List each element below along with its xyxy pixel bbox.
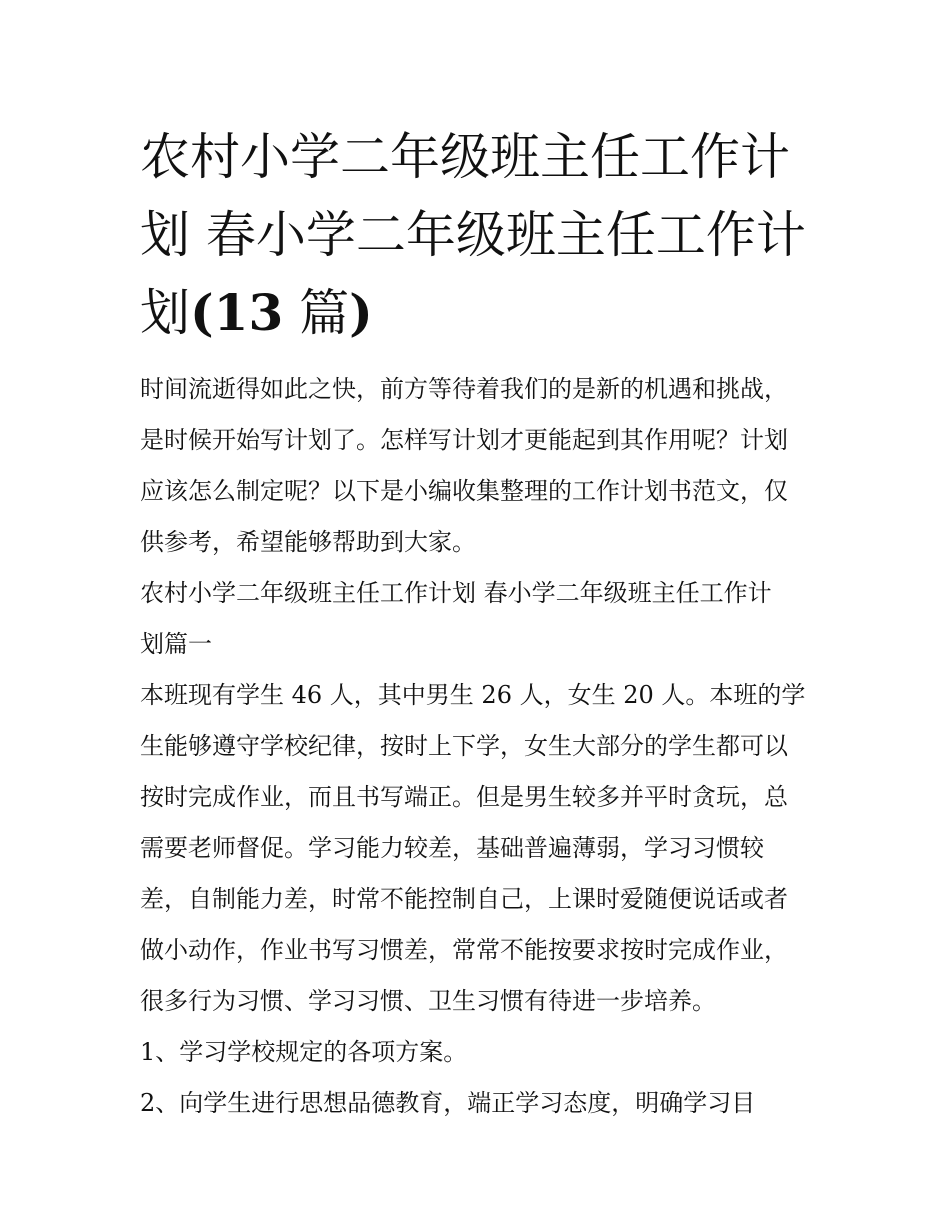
section-body-line: 生能够遵守学校纪律，按时上下学，女生大部分的学生都可以 — [140, 732, 788, 760]
section-heading-line: 农村小学二年级班主任工作计划 春小学二年级班主任工作计 — [140, 579, 772, 607]
section-body-paragraph — [140, 670, 820, 1027]
section-heading — [140, 568, 820, 670]
document-page — [140, 118, 820, 1129]
intro-line: 是时候开始写计划了。怎样写计划才更能起到其作用呢？计划 — [140, 426, 788, 454]
intro-line: 时间流逝得如此之快，前方等待着我们的是新的机遇和挑战， — [140, 375, 788, 403]
title-line-3-close: ) — [349, 283, 373, 342]
document-title — [140, 118, 820, 352]
intro-line: 应该怎么制定呢？以下是小编收集整理的工作计划书范文，仅 — [140, 477, 788, 505]
list-item-2 — [140, 1078, 820, 1129]
intro-paragraph — [140, 364, 820, 568]
section-body-line: 做小动作，作业书写习惯差，常常不能按要求按时完成作业， — [140, 936, 788, 964]
title-line-2: 划 春小学二年级班主任工作计 — [140, 206, 806, 264]
title-line-3-count: (13 — [190, 283, 284, 342]
section-body-line: 需要老师督促。学习能力较差，基础普遍薄弱，学习习惯较 — [140, 834, 764, 862]
section-body-line: 本班现有学生 46 人，其中男生 26 人，女生 20 人。本班的学 — [140, 681, 806, 709]
title-line-3-suffix: 篇 — [299, 284, 350, 342]
section-heading-line: 划篇一 — [140, 630, 212, 658]
title-line-3 — [140, 274, 820, 352]
list-item-text: 1、学习学校规定的各项方案。 — [140, 1038, 468, 1066]
title-line-3-prefix: 划 — [140, 284, 190, 342]
list-item-text: 2、向学生进行思想品德教育，端正学习态度，明确学习目 — [140, 1089, 756, 1117]
section-body-line: 差，自制能力差，时常不能控制自己，上课时爱随便说话或者 — [140, 885, 788, 913]
section-body-line: 按时完成作业，而且书写端正。但是男生较多并平时贪玩，总 — [140, 783, 788, 811]
section-body-line: 很多行为习惯、学习习惯、卫生习惯有待进一步培养。 — [140, 987, 716, 1015]
intro-line: 供参考，希望能够帮助到大家。 — [140, 528, 476, 556]
list-item-1 — [140, 1027, 820, 1078]
document-body — [140, 364, 820, 1129]
title-line-1: 农村小学二年级班主任工作计 — [140, 128, 790, 186]
